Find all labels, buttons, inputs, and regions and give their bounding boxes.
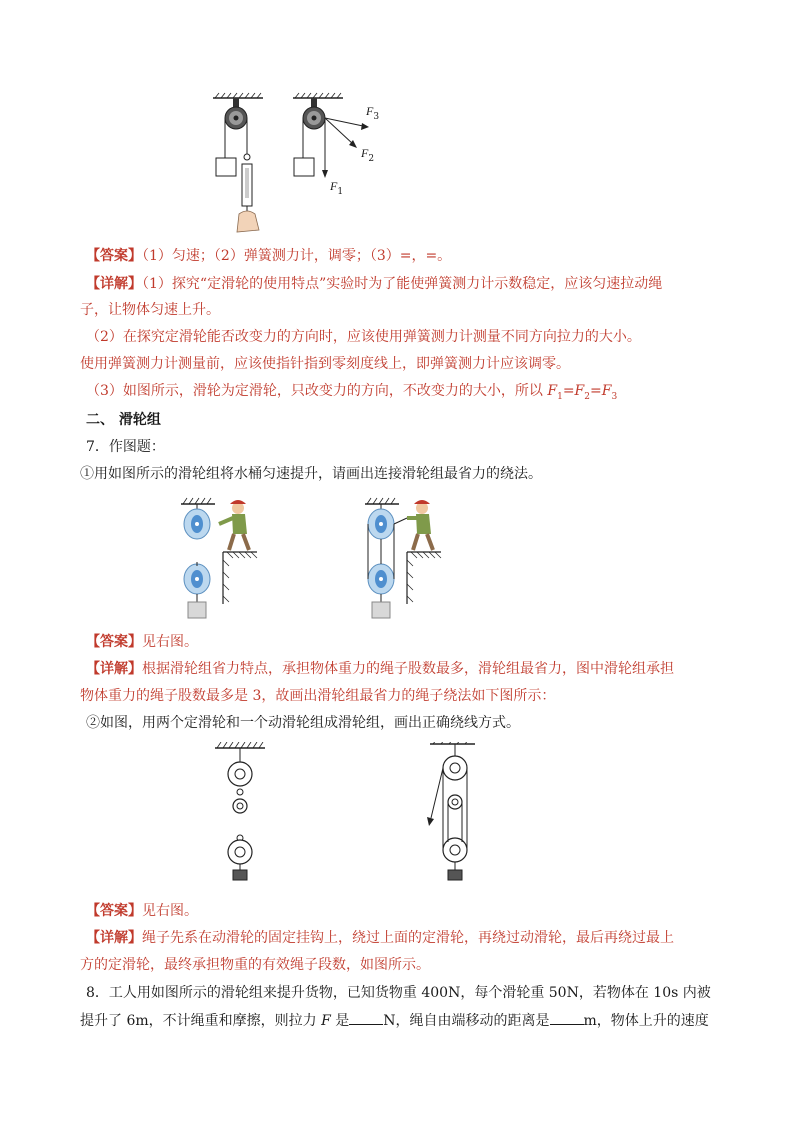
q7-detail-1-line-2: 物体重力的绳子股数最多是 3，故画出滑轮组最省力的绳子绕法如下图所示： [80,688,556,704]
force-label-f2 [361,142,374,164]
force-symbol: F [574,383,585,399]
subscript: 3 [611,391,618,402]
answer-text: 见右图。 [142,634,198,650]
detail-tag: 【详解】 [86,276,142,292]
pulley-block-figure [205,742,505,892]
q8-line-2 [80,1010,714,1031]
detail-text: （3）如图所示，滑轮为定滑轮，只改变力的方向，不改变力的大小，所以 [86,383,548,399]
answer-tag: 【答案】 [86,903,142,919]
worker-pulley-figure [175,494,475,624]
force-label-f1 [330,175,343,197]
q7-detail-1-line-1 [86,659,714,679]
f2-letter: F [361,146,369,160]
answer-blank-force[interactable] [349,1010,383,1025]
q7-number: 7．作图题： [86,439,165,455]
q8-text: 提升了 6m，不计绳重和摩擦，则拉力 [80,1013,322,1029]
q8-text: 是 [330,1013,350,1029]
f3-subscript: 3 [373,112,380,123]
detail-tag: 【详解】 [86,930,142,946]
equals: = [562,383,575,399]
force-symbol: F [547,383,558,399]
answer-blank-distance[interactable] [550,1010,584,1025]
answer-text: （1）匀速；（2）弹簧测力计，调零；（3）=，=。 [142,248,452,264]
detail-tag: 【详解】 [86,661,142,677]
f3-letter: F [366,104,374,118]
q7-part-1: ①用如图所示的滑轮组将水桶匀速提升，请画出连接滑轮组最省力的绕法。 [80,466,542,482]
subscript: 2 [584,391,590,402]
q7-part-2: ②如图，用两个定滑轮和一个动滑轮组成滑轮组，画出正确绕线方式。 [86,715,520,731]
q7-answer-2 [86,901,714,921]
q6-detail-line-2: 子，让物体匀速上升。 [80,302,220,318]
q8-text: m，物体上升的速度 [583,1013,709,1029]
answer-tag: 【答案】 [86,634,142,650]
force-label-f3 [366,100,379,122]
force-symbol: F [601,383,612,399]
f2-subscript: 2 [368,154,375,165]
subscript: 1 [557,391,563,402]
detail-text: 根据滑轮组省力特点，承担物体重力的绳子股数最多，滑轮组最省力，图中滑轮组承担 [142,661,674,677]
detail-text: 绳子先系在动滑轮的固定挂钩上，绕过上面的定滑轮，再绕过动滑轮，最后再绕过最上 [142,930,674,946]
q7-detail-2-line-2: 方的定滑轮，最终承担物重的有效绳子段数，如图所示。 [80,957,430,973]
answer-tag: 【答案】 [86,248,142,264]
q6-detail-line-3: （2）在探究定滑轮能否改变力的方向时，应该使用弹簧测力计测量不同方向拉力的大小。 [86,329,641,345]
q7-answer-1 [86,632,714,652]
q8-line-1: 8．工人用如图所示的滑轮组来提升货物，已知货物重 400N，每个滑轮重 50N，若物体在 10s 内被 [86,985,711,1001]
equals: = [590,383,602,399]
force-symbol: F [321,1013,331,1029]
q6-detail-line-4: 使用弹簧测力计测量前，应该使指针指到零刻度线上，即弹簧测力计应该调零。 [80,356,570,372]
f1-subscript: 1 [337,187,344,198]
q8-text: N，绳自由端移动的距离是 [383,1013,550,1029]
answer-text: 见右图。 [142,903,198,919]
q7-detail-2-line-1 [86,928,714,948]
q6-answer [86,246,714,266]
section-title: 二、 滑轮组 [86,412,161,428]
f1-letter: F [330,179,338,193]
q6-detail-line-1 [86,274,714,294]
detail-text: （1）探究“定滑轮的使用特点”实验时为了能使弹簧测力计示数稳定，应该匀速拉动绳 [142,276,663,292]
q6-detail-line-5 [86,381,714,407]
